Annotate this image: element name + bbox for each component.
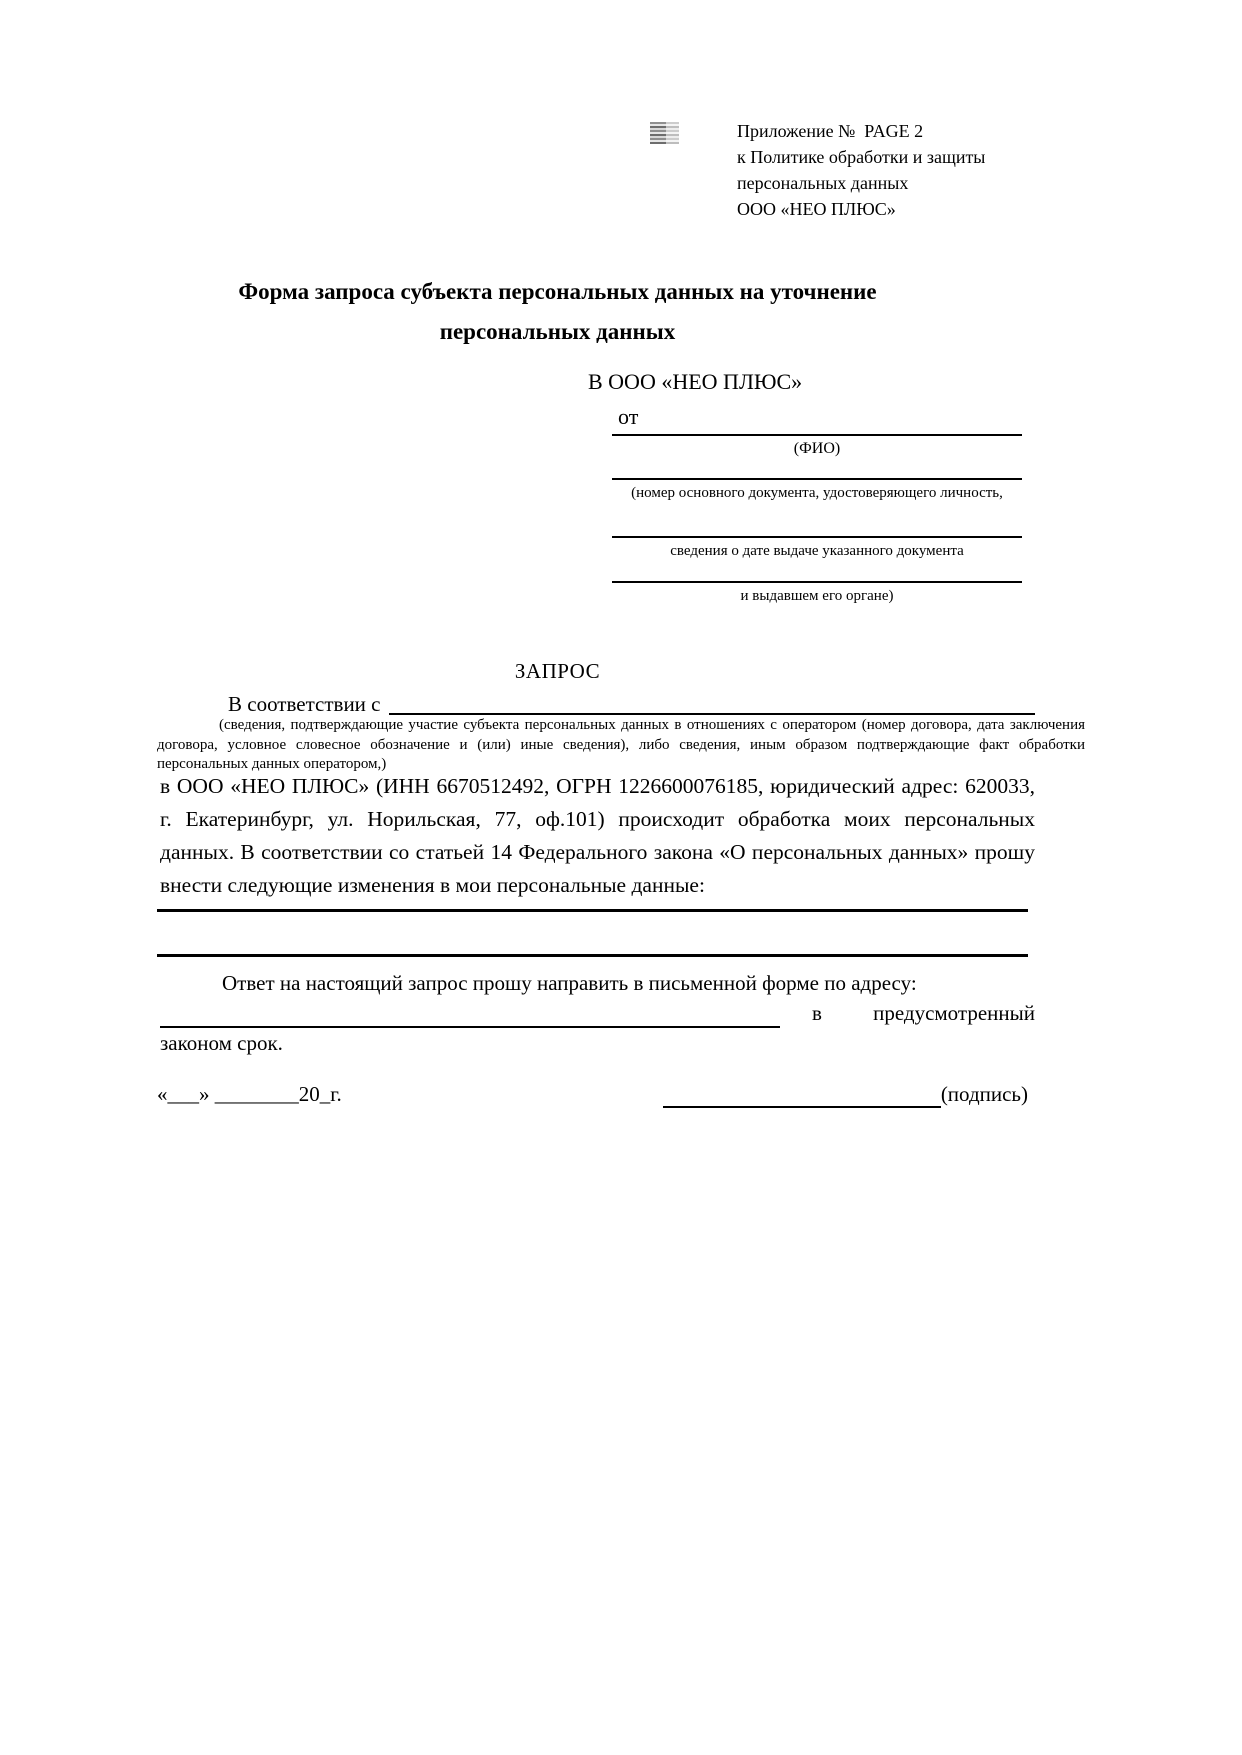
accordance-row bbox=[160, 690, 1035, 718]
reply-address-row bbox=[160, 998, 1035, 1028]
reply-closing: законом срок. bbox=[160, 1031, 283, 1055]
signature-input-line[interactable] bbox=[663, 1086, 941, 1108]
form-title-line2: персональных данных bbox=[439, 319, 676, 344]
fio-caption: (ФИО) bbox=[793, 440, 841, 457]
page-field-artifact-icon bbox=[650, 122, 679, 144]
appendix-header bbox=[737, 118, 1035, 222]
address-input-line[interactable] bbox=[160, 1004, 780, 1028]
document-number-input-line[interactable] bbox=[612, 458, 1022, 480]
issuing-authority-input-line[interactable] bbox=[612, 560, 1022, 583]
signature-group bbox=[663, 1080, 1028, 1108]
date-blank[interactable]: «___» ________20_г. bbox=[157, 1082, 342, 1106]
fio-field bbox=[612, 431, 1022, 458]
accordance-input-line[interactable] bbox=[389, 690, 1036, 715]
request-body-paragraph: в ООО «НЕО ПЛЮС» (ИНН 6670512492, ОГРН 1226600076185, юридический адрес: 620033, г. Екатеринбург, ул. Норильская, 77, оф.101) происходит обработка моих персональных данных. В соответствии со статьей 14 Федерального закона «О персональных данных» прошу внести следующие изменения в мои персональные данные: bbox=[160, 774, 1035, 897]
policy-line-1: к Политике обработки и защиты bbox=[737, 147, 986, 167]
form-title bbox=[120, 272, 995, 352]
addressee-to: В ООО «НЕО ПЛЮС» bbox=[588, 369, 803, 394]
policy-line-2: персональных данных bbox=[737, 173, 909, 193]
issuing-authority-caption: и выдавшем его органе) bbox=[740, 588, 894, 604]
addressee-block bbox=[588, 368, 1024, 605]
accordance-prefix: В соответствии с bbox=[228, 692, 381, 716]
fine-print-note: (сведения, подтверждающие участие субъекта персональных данных в отношениях с оператором (номер договора, дата заключения договора, условное словесное обозначение и (или) иные сведения), либо сведения, иным образом подтверждающие факт обработки персональных данных оператором,) bbox=[157, 717, 1085, 772]
organization-name: ООО «НЕО ПЛЮС» bbox=[737, 199, 896, 219]
issue-date-field bbox=[612, 502, 1022, 560]
issuing-authority-field bbox=[612, 560, 1022, 605]
reply-sentence: Ответ на настоящий запрос прошу направить в письменной форме по адресу: bbox=[222, 971, 917, 995]
document-number-field bbox=[612, 458, 1022, 502]
reply-tail-word-1: в bbox=[812, 1001, 822, 1025]
document-number-caption: (номер основного документа, удостоверяющего личность, bbox=[631, 485, 1003, 501]
changes-input-line-2[interactable] bbox=[157, 954, 1028, 957]
appendix-number-line: Приложение № PAGE 2 bbox=[737, 121, 924, 141]
reply-block bbox=[160, 968, 1035, 1058]
form-title-line1: Форма запроса субъекта персональных данных на уточнение bbox=[238, 279, 877, 304]
reply-tail-word-2: предусмотренный bbox=[873, 1001, 1035, 1025]
signature-caption: (подпись) bbox=[940, 1082, 1028, 1106]
request-heading: ЗАПРОС bbox=[514, 659, 601, 683]
addressee-from-label: от bbox=[618, 404, 639, 429]
changes-input-line-1[interactable] bbox=[157, 909, 1028, 912]
signature-row bbox=[157, 1080, 1028, 1108]
issue-date-input-line[interactable] bbox=[612, 502, 1022, 538]
issue-date-caption: сведения о дате выдаче указанного документа bbox=[670, 543, 964, 559]
